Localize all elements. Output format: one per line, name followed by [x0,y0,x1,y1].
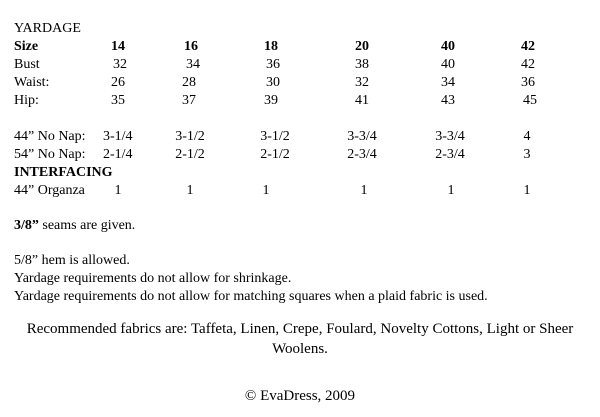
yardage-44-value: 3-1/4 [103,129,133,144]
yardage-44-value: 3-1/2 [175,129,205,144]
yardage-54-value: 2-3/4 [347,147,377,162]
yardage-heading: YARDAGE [14,21,81,36]
plaid-note: Yardage requirements do not allow for matching squares when a plaid fabric is used. [14,289,488,304]
seams-allowance: 3/8” [14,218,39,233]
hem-note: 5/8” hem is allowed. [14,253,130,268]
yardage-44-value: 3-1/2 [260,129,290,144]
size-value: 14 [111,39,125,54]
organza-value: 1 [114,183,122,198]
seams-text: seams are given. [42,218,136,233]
yardage-54-label: 54” No Nap: [14,147,86,162]
waist-value: 26 [111,75,125,90]
waist-value: 30 [266,75,280,90]
yardage-54-value: 3 [523,147,531,162]
yardage-44-label: 44” No Nap: [14,129,86,144]
size-value: 18 [264,39,278,54]
yardage-44-value: 4 [523,129,531,144]
yardage-54-value: 2-1/4 [103,147,133,162]
organza-value: 1 [523,183,531,198]
bust-label: Bust [14,57,40,72]
organza-label: 44” Organza [14,183,85,198]
recommended-fabrics: Recommended fabrics are: Taffeta, Linen, Crepe, Foulard, Novelty Cottons, Light or Sheer Woolens. [26,321,574,357]
size-value: 16 [184,39,198,54]
hip-value: 35 [111,93,125,108]
size-value: 20 [355,39,369,54]
waist-value: 28 [182,75,196,90]
bust-value: 38 [355,57,369,72]
hip-value: 43 [441,93,455,108]
interfacing-heading: INTERFACING [14,165,113,180]
yardage-54-value: 2-1/2 [260,147,290,162]
waist-label: Waist: [14,75,50,90]
waist-value: 34 [441,75,455,90]
organza-value: 1 [262,183,270,198]
organza-value: 1 [447,183,455,198]
bust-value: 32 [113,57,127,72]
size-value: 40 [441,39,455,54]
waist-value: 36 [521,75,535,90]
yardage-54-value: 2-1/2 [175,147,205,162]
hip-value: 37 [182,93,196,108]
size-label: Size [14,39,39,54]
hip-value: 41 [355,93,369,108]
yardage-44-value: 3-3/4 [435,129,465,144]
bust-value: 34 [186,57,200,72]
bust-value: 42 [521,57,535,72]
bust-value: 36 [266,57,280,72]
yardage-44-value: 3-3/4 [347,129,377,144]
seams-note [14,219,135,233]
organza-value: 1 [360,183,368,198]
yardage-54-value: 2-3/4 [435,147,465,162]
hip-value: 39 [264,93,278,108]
organza-value: 1 [186,183,194,198]
hip-label: Hip: [14,93,39,108]
shrinkage-note: Yardage requirements do not allow for shrinkage. [14,271,292,286]
size-value: 42 [521,39,535,54]
hip-value: 45 [523,93,537,108]
bust-value: 40 [441,57,455,72]
copyright: © EvaDress, 2009 [244,388,356,404]
waist-value: 32 [355,75,369,90]
